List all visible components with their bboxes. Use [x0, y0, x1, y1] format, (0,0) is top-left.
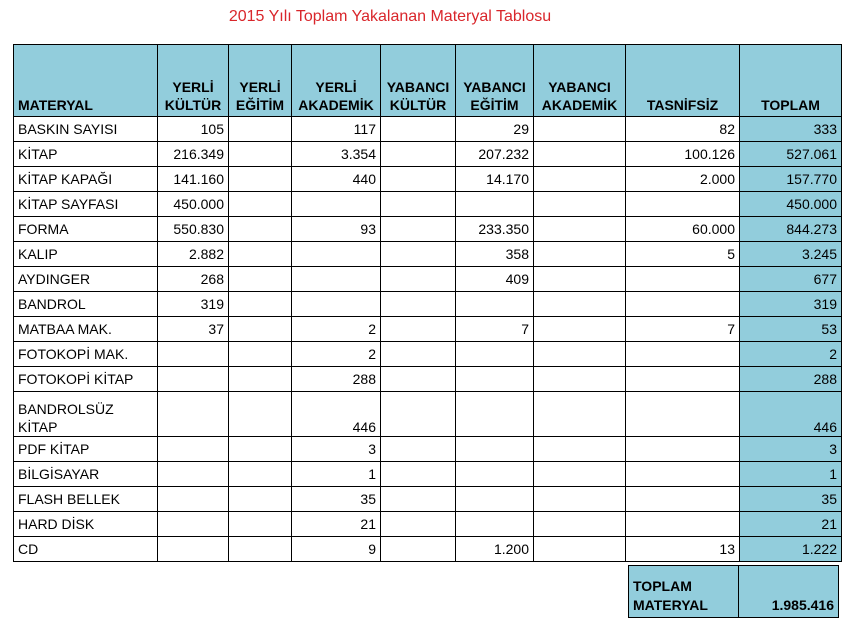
cell-toplam: 677 — [740, 267, 842, 292]
cell-tasnifsiz: 5 — [626, 242, 740, 267]
cell-yabanci-akademik — [534, 117, 626, 142]
cell-toplam: 450.000 — [740, 192, 842, 217]
cell-yerli-akademik: 35 — [292, 487, 381, 512]
cell-tasnifsiz — [626, 462, 740, 487]
cell-yerli-akademik: 21 — [292, 512, 381, 537]
cell-yabanci-egitim — [456, 292, 534, 317]
cell-yabanci-kultur — [381, 367, 456, 392]
cell-yabanci-egitim: 358 — [456, 242, 534, 267]
cell-tasnifsiz — [626, 367, 740, 392]
cell-yerli-kultur: 450.000 — [158, 192, 229, 217]
cell-yabanci-akademik — [534, 192, 626, 217]
cell-yabanci-kultur — [381, 142, 456, 167]
cell-yabanci-kultur — [381, 392, 456, 437]
cell-yabanci-egitim — [456, 512, 534, 537]
cell-yerli-egitim — [229, 512, 292, 537]
cell-toplam: 35 — [740, 487, 842, 512]
cell-yerli-kultur — [158, 537, 229, 562]
cell-materyal: BASKIN SAYISI — [14, 117, 158, 142]
cell-yabanci-egitim: 233.350 — [456, 217, 534, 242]
cell-tasnifsiz — [626, 292, 740, 317]
cell-yerli-kultur: 550.830 — [158, 217, 229, 242]
cell-yabanci-akademik — [534, 512, 626, 537]
cell-yerli-kultur: 319 — [158, 292, 229, 317]
cell-yerli-akademik: 2 — [292, 342, 381, 367]
cell-yabanci-kultur — [381, 437, 456, 462]
table-row — [14, 167, 842, 192]
cell-yerli-akademik: 1 — [292, 462, 381, 487]
cell-yabanci-kultur — [381, 217, 456, 242]
header-yerli-kultur: YERLİ KÜLTÜR — [158, 45, 229, 117]
cell-yerli-egitim — [229, 437, 292, 462]
cell-yabanci-akademik — [534, 142, 626, 167]
cell-yerli-egitim — [229, 267, 292, 292]
cell-yerli-kultur: 2.882 — [158, 242, 229, 267]
cell-yerli-akademik — [292, 242, 381, 267]
cell-yabanci-egitim — [456, 487, 534, 512]
cell-toplam: 53 — [740, 317, 842, 342]
cell-tasnifsiz — [626, 192, 740, 217]
table-row — [14, 512, 842, 537]
header-yabanci-kultur: YABANCI KÜLTÜR — [381, 45, 456, 117]
summary-box — [628, 565, 839, 618]
cell-yerli-kultur — [158, 437, 229, 462]
cell-yabanci-egitim — [456, 462, 534, 487]
cell-yerli-kultur — [158, 392, 229, 437]
cell-yerli-akademik: 440 — [292, 167, 381, 192]
cell-yerli-akademik: 288 — [292, 367, 381, 392]
cell-materyal: PDF KİTAP — [14, 437, 158, 462]
cell-yabanci-akademik — [534, 392, 626, 437]
cell-yerli-egitim — [229, 217, 292, 242]
cell-toplam: 844.273 — [740, 217, 842, 242]
cell-yerli-kultur: 141.160 — [158, 167, 229, 192]
cell-yabanci-akademik — [534, 537, 626, 562]
table-row — [14, 142, 842, 167]
cell-yerli-egitim — [229, 292, 292, 317]
cell-tasnifsiz: 13 — [626, 537, 740, 562]
cell-yerli-akademik: 3.354 — [292, 142, 381, 167]
cell-yerli-egitim — [229, 142, 292, 167]
table-row — [14, 192, 842, 217]
cell-yabanci-egitim: 207.232 — [456, 142, 534, 167]
cell-materyal: BİLGİSAYAR — [14, 462, 158, 487]
cell-toplam: 527.061 — [740, 142, 842, 167]
header-row — [14, 45, 842, 117]
cell-toplam: 2 — [740, 342, 842, 367]
cell-yabanci-egitim: 409 — [456, 267, 534, 292]
table-row — [14, 487, 842, 512]
table-body — [14, 117, 842, 562]
cell-yabanci-egitim — [456, 192, 534, 217]
page-title: 2015 Yılı Toplam Yakalanan Materyal Tablosu — [228, 8, 552, 25]
cell-yerli-akademik — [292, 292, 381, 317]
header-yerli-egitim: YERLİ EĞİTİM — [229, 45, 292, 117]
table-row — [14, 537, 842, 562]
cell-yabanci-kultur — [381, 512, 456, 537]
cell-yerli-akademik — [292, 192, 381, 217]
cell-materyal: KİTAP KAPAĞI — [14, 167, 158, 192]
cell-yabanci-egitim — [456, 367, 534, 392]
cell-materyal: CD — [14, 537, 158, 562]
cell-yerli-egitim — [229, 192, 292, 217]
table-row — [14, 437, 842, 462]
summary-label: TOPLAM MATERYAL — [629, 566, 739, 618]
cell-tasnifsiz — [626, 512, 740, 537]
cell-yerli-kultur — [158, 487, 229, 512]
cell-tasnifsiz: 82 — [626, 117, 740, 142]
cell-materyal: HARD DİSK — [14, 512, 158, 537]
cell-yerli-kultur — [158, 367, 229, 392]
cell-toplam: 3.245 — [740, 242, 842, 267]
cell-materyal: FOTOKOPİ KİTAP — [14, 367, 158, 392]
cell-yabanci-akademik — [534, 242, 626, 267]
header-yabanci-akademik: YABANCI AKADEMİK — [534, 45, 626, 117]
cell-toplam: 446 — [740, 392, 842, 437]
cell-toplam: 157.770 — [740, 167, 842, 192]
materyal-table — [13, 44, 842, 562]
cell-yabanci-akademik — [534, 462, 626, 487]
cell-toplam: 319 — [740, 292, 842, 317]
table-row — [14, 117, 842, 142]
table-row — [14, 367, 842, 392]
cell-yabanci-kultur — [381, 487, 456, 512]
cell-yerli-egitim — [229, 342, 292, 367]
cell-yerli-egitim — [229, 317, 292, 342]
cell-yabanci-akademik — [534, 367, 626, 392]
cell-yabanci-kultur — [381, 192, 456, 217]
table-row — [14, 217, 842, 242]
cell-yerli-akademik: 3 — [292, 437, 381, 462]
cell-yerli-egitim — [229, 487, 292, 512]
cell-tasnifsiz: 100.126 — [626, 142, 740, 167]
cell-yerli-egitim — [229, 242, 292, 267]
cell-yerli-kultur — [158, 512, 229, 537]
cell-yerli-akademik: 93 — [292, 217, 381, 242]
header-materyal: MATERYAL — [14, 45, 158, 117]
cell-materyal: BANDROL — [14, 292, 158, 317]
table-row — [14, 462, 842, 487]
cell-yabanci-akademik — [534, 342, 626, 367]
cell-yerli-akademik: 9 — [292, 537, 381, 562]
cell-yabanci-egitim: 14.170 — [456, 167, 534, 192]
cell-yabanci-kultur — [381, 292, 456, 317]
cell-materyal: AYDINGER — [14, 267, 158, 292]
cell-toplam: 333 — [740, 117, 842, 142]
cell-materyal: BANDROLSÜZ KİTAP — [14, 392, 158, 437]
cell-tasnifsiz — [626, 267, 740, 292]
cell-yerli-egitim — [229, 537, 292, 562]
cell-toplam: 1.222 — [740, 537, 842, 562]
table-row — [14, 267, 842, 292]
cell-materyal: FLASH BELLEK — [14, 487, 158, 512]
cell-yabanci-egitim — [456, 437, 534, 462]
cell-yerli-kultur — [158, 462, 229, 487]
cell-toplam: 21 — [740, 512, 842, 537]
cell-yabanci-kultur — [381, 117, 456, 142]
cell-toplam: 1 — [740, 462, 842, 487]
table-row — [14, 242, 842, 267]
cell-tasnifsiz — [626, 392, 740, 437]
table-row — [14, 292, 842, 317]
cell-tasnifsiz: 7 — [626, 317, 740, 342]
cell-tasnifsiz — [626, 487, 740, 512]
cell-yerli-akademik: 446 — [292, 392, 381, 437]
cell-materyal: KİTAP — [14, 142, 158, 167]
cell-yabanci-akademik — [534, 217, 626, 242]
cell-yabanci-akademik — [534, 437, 626, 462]
cell-yerli-egitim — [229, 367, 292, 392]
cell-tasnifsiz: 60.000 — [626, 217, 740, 242]
table-row — [14, 392, 842, 437]
cell-yabanci-akademik — [534, 292, 626, 317]
cell-yabanci-kultur — [381, 462, 456, 487]
cell-yerli-akademik: 117 — [292, 117, 381, 142]
cell-materyal: KALIP — [14, 242, 158, 267]
cell-materyal: MATBAA MAK. — [14, 317, 158, 342]
cell-yerli-kultur: 105 — [158, 117, 229, 142]
cell-yabanci-akademik — [534, 167, 626, 192]
cell-yerli-kultur: 268 — [158, 267, 229, 292]
cell-tasnifsiz: 2.000 — [626, 167, 740, 192]
cell-yabanci-egitim: 1.200 — [456, 537, 534, 562]
cell-yabanci-kultur — [381, 537, 456, 562]
cell-yabanci-kultur — [381, 167, 456, 192]
cell-materyal: KİTAP SAYFASI — [14, 192, 158, 217]
cell-yabanci-kultur — [381, 242, 456, 267]
cell-yabanci-kultur — [381, 267, 456, 292]
header-toplam: TOPLAM — [740, 45, 842, 117]
cell-yerli-kultur: 37 — [158, 317, 229, 342]
header-tasnifsiz: TASNİFSİZ — [626, 45, 740, 117]
cell-yabanci-egitim — [456, 392, 534, 437]
cell-yabanci-kultur — [381, 317, 456, 342]
cell-yerli-akademik: 2 — [292, 317, 381, 342]
cell-yerli-egitim — [229, 167, 292, 192]
cell-materyal: FORMA — [14, 217, 158, 242]
cell-yerli-akademik — [292, 267, 381, 292]
cell-yabanci-kultur — [381, 342, 456, 367]
table-row — [14, 317, 842, 342]
cell-tasnifsiz — [626, 437, 740, 462]
cell-yerli-egitim — [229, 117, 292, 142]
summary-value: 1.985.416 — [739, 566, 839, 618]
cell-materyal: FOTOKOPİ MAK. — [14, 342, 158, 367]
cell-yabanci-akademik — [534, 267, 626, 292]
cell-yabanci-egitim: 7 — [456, 317, 534, 342]
cell-tasnifsiz — [626, 342, 740, 367]
cell-yerli-kultur — [158, 342, 229, 367]
cell-yabanci-egitim — [456, 342, 534, 367]
header-yabanci-egitim: YABANCI EĞİTİM — [456, 45, 534, 117]
cell-yerli-kultur: 216.349 — [158, 142, 229, 167]
cell-yabanci-akademik — [534, 317, 626, 342]
cell-yabanci-egitim: 29 — [456, 117, 534, 142]
cell-yerli-egitim — [229, 462, 292, 487]
cell-yerli-egitim — [229, 392, 292, 437]
cell-toplam: 288 — [740, 367, 842, 392]
table-row — [14, 342, 842, 367]
cell-yabanci-akademik — [534, 487, 626, 512]
header-yerli-akademik: YERLİ AKADEMİK — [292, 45, 381, 117]
cell-toplam: 3 — [740, 437, 842, 462]
